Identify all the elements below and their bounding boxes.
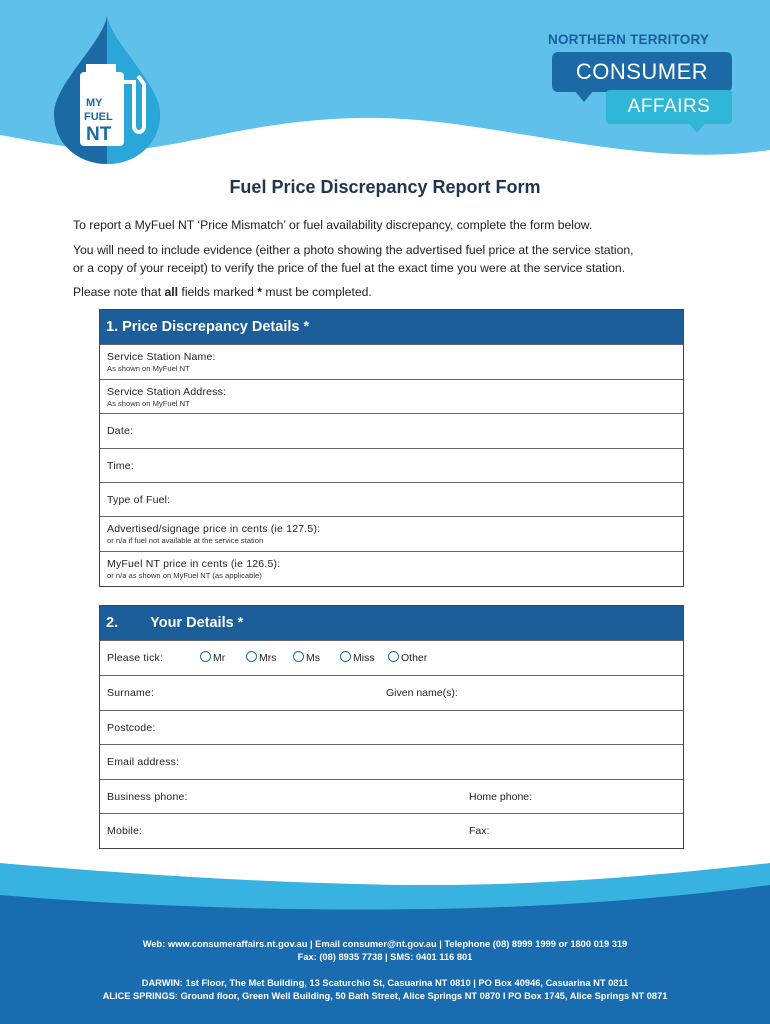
home-phone-field[interactable]: Home phone:: [469, 791, 533, 803]
radio-circle-icon: [200, 651, 211, 662]
fax-field[interactable]: Fax:: [469, 825, 490, 837]
radio-mrs[interactable]: [246, 651, 277, 664]
radio-other[interactable]: [388, 651, 427, 664]
footer-contact-line2: Fax: (08) 8935 7738 | SMS: 0401 116 801: [297, 952, 473, 962]
consumer-affairs-logo: [548, 32, 738, 144]
radio-circle-icon: [293, 651, 304, 662]
intro-paragraph-1: To report a MyFuel NT ‘Price Mismatch’ or fuel availability discrepancy, complete the form below.: [73, 218, 593, 232]
price-discrepancy-section: [99, 309, 684, 587]
field-label: Email address:: [107, 756, 180, 768]
footer-alice-springs-address: ALICE SPRINGS: Ground floor, Green Well Building, 50 Bath Street, Alice Springs NT 0870 I PO Box 1745, Alice Springs NT 0871: [102, 991, 668, 1001]
footer-darwin-address: DARWIN: 1st Floor, The Met Building, 13 Scaturchio St, Casuarina NT 0810 | PO Box 40946, Casuarina NT 0811: [141, 978, 629, 988]
tick-label: Please tick:: [107, 652, 164, 664]
phone-row: [100, 779, 683, 813]
field-label: MyFuel NT price in cents (ie 126.5):: [107, 558, 281, 570]
field-label: Time:: [107, 460, 134, 472]
field-label: Date:: [107, 425, 134, 437]
logo-text-nt: NT: [86, 124, 112, 145]
mobile-field[interactable]: Mobile:: [107, 825, 143, 837]
radio-label: Ms: [306, 652, 320, 664]
field-label: Type of Fuel:: [107, 494, 171, 506]
field-label: Service Station Name:: [107, 351, 216, 363]
advertised-price-field[interactable]: [100, 516, 683, 551]
intro-paragraph-2-line1: You will need to include evidence (either a photo showing the advertised fuel price at the service station,: [73, 243, 634, 257]
radio-label: Miss: [353, 652, 375, 664]
section2-number: 2.: [106, 615, 119, 631]
org-name-line3: AFFAIRS: [606, 90, 732, 124]
section2-heading: [100, 606, 683, 640]
logo-text-fuel: FUEL: [84, 111, 113, 123]
intro-paragraph-3: [73, 283, 713, 301]
note-text: Please note that: [73, 285, 165, 299]
intro-paragraph-2-line2: or a copy of your receipt) to verify the price of the fuel at the exact time you were at the service station.: [73, 261, 626, 275]
note-bold: all: [164, 285, 179, 299]
myfuel-price-field[interactable]: [100, 551, 683, 586]
note-text-mid: fields marked: [178, 285, 258, 299]
section2-title: Your Details *: [150, 615, 244, 631]
org-name-line2: CONSUMER: [552, 52, 732, 92]
radio-mr[interactable]: [200, 651, 225, 664]
note-text-end: must be completed.: [262, 285, 372, 299]
radio-miss[interactable]: [340, 651, 375, 664]
footer-contact-line1: Web: www.consumeraffairs.nt.gov.au | Email consumer@nt.gov.au | Telephone (08) 8999 1999 or 1800 019 319: [142, 939, 628, 949]
field-label: Postcode:: [107, 722, 156, 734]
myfuel-nt-logo: [52, 14, 162, 166]
radio-label: Mrs: [259, 652, 277, 664]
radio-circle-icon: [246, 651, 257, 662]
field-label: Advertised/signage price in cents (ie 127.5):: [107, 523, 321, 535]
email-field[interactable]: [100, 744, 683, 779]
speech-tail-2: [688, 122, 706, 133]
business-phone-field[interactable]: Business phone:: [107, 791, 188, 803]
given-names-field[interactable]: Given name(s):: [386, 687, 458, 699]
radio-circle-icon: [388, 651, 399, 662]
your-details-section: [99, 605, 684, 849]
service-station-name-field[interactable]: [100, 344, 683, 379]
mobile-row: [100, 813, 683, 848]
title-choice-row: [100, 640, 683, 675]
radio-label: Mr: [213, 652, 226, 664]
name-row: [100, 675, 683, 710]
time-field[interactable]: [100, 448, 683, 482]
logo-text-my: MY: [86, 97, 103, 109]
note-asterisk: *: [257, 285, 263, 299]
radio-label: Other: [401, 652, 428, 664]
field-hint: or n/a if fuel not available at the service station: [107, 536, 264, 545]
service-station-address-field[interactable]: [100, 379, 683, 413]
field-hint: As shown on MyFuel NT: [107, 364, 190, 373]
page-title: Fuel Price Discrepancy Report Form: [229, 177, 541, 197]
surname-field[interactable]: Surname:: [107, 687, 155, 699]
fuel-type-field[interactable]: [100, 482, 683, 516]
org-name-line1: NORTHERN TERRITORY: [548, 32, 710, 47]
radio-ms[interactable]: [293, 651, 320, 664]
field-hint: As shown on MyFuel NT: [107, 399, 190, 408]
intro-paragraph-2: [73, 241, 713, 277]
field-label: Service Station Address:: [107, 386, 227, 398]
field-hint: or n/a as shown on MyFuel NT (as applicable): [107, 571, 262, 580]
section1-heading: 1. Price Discrepancy Details *: [100, 310, 683, 344]
postcode-field[interactable]: [100, 710, 683, 744]
date-field[interactable]: [100, 413, 683, 448]
radio-circle-icon: [340, 651, 351, 662]
